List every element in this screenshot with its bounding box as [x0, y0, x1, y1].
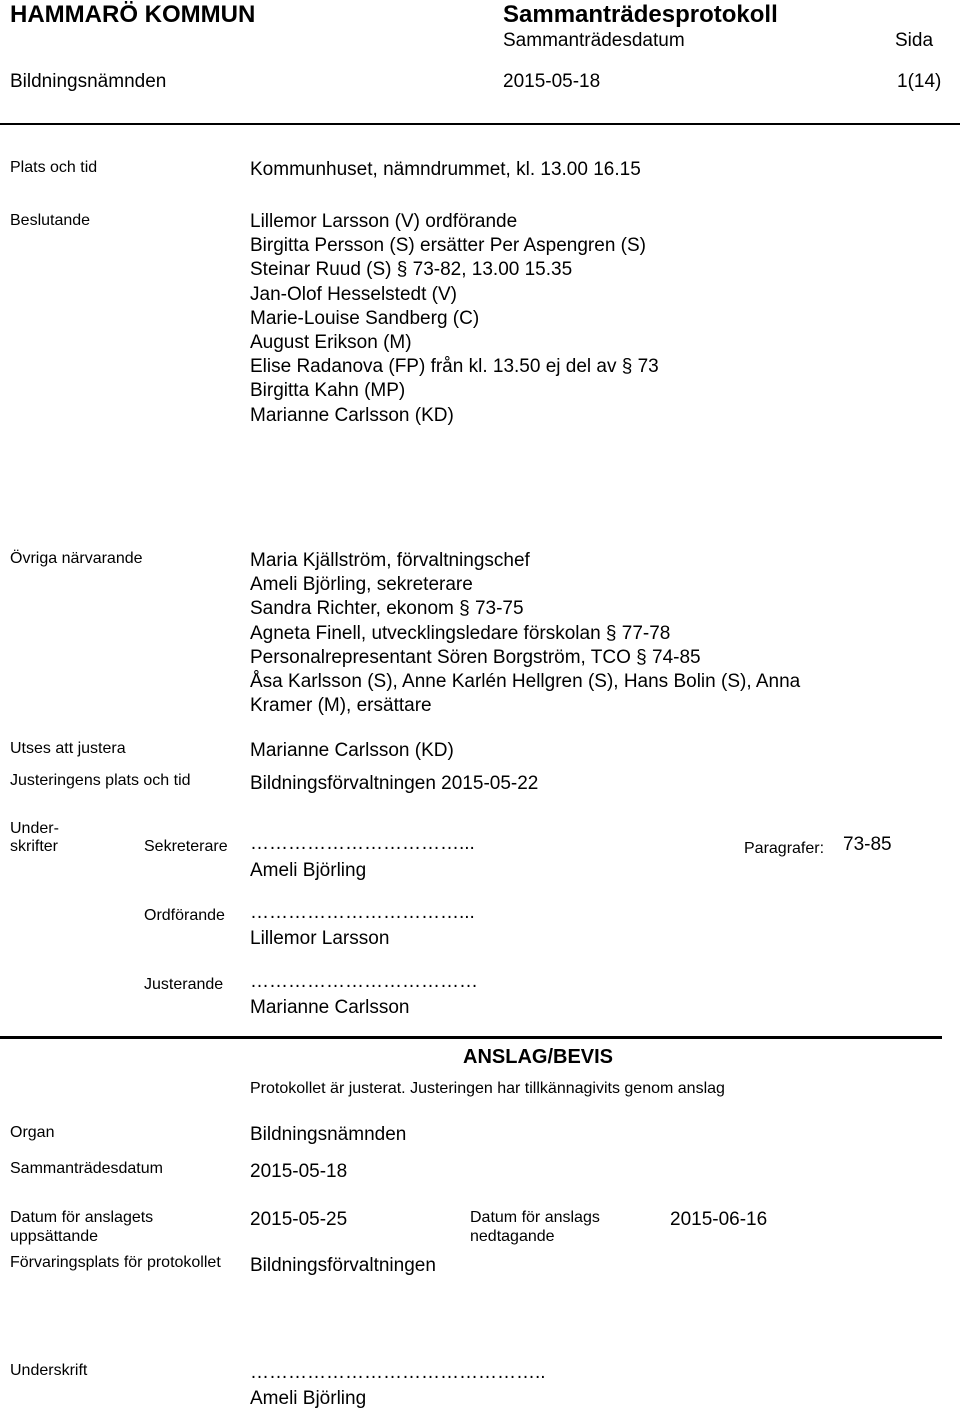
attendee: Kramer (M), ersättare — [250, 695, 432, 717]
signature-name: Ameli Björling — [250, 1388, 367, 1409]
notice-statement: Protokollet är justerat. Justeringen har tillkännagivits genom anslag — [250, 1080, 725, 1097]
header-divider — [0, 123, 960, 125]
header-committee: Bildningsnämnden — [10, 71, 167, 92]
decision-maker: Lillemor Larsson (V) ordförande — [250, 211, 518, 232]
decision-maker: August Erikson (M) — [250, 332, 412, 354]
paragraphs-label: Paragrafer: — [744, 840, 825, 857]
secretary-name: Ameli Björling — [250, 860, 367, 881]
others-present-label: Övriga närvarande — [10, 550, 143, 567]
secretary-signature-line: ……………………………... — [250, 833, 475, 854]
header-date-label: Sammanträdesdatum — [503, 30, 685, 51]
signature-line: ……………………………………….. — [250, 1362, 546, 1383]
decision-maker: Birgitta Persson (S) ersätter Per Aspengren (S) — [250, 235, 646, 257]
adjuster-signature-line: ……………………………… — [250, 971, 478, 992]
storage-label: Förvaringsplats för protokollet — [10, 1254, 221, 1271]
adjuster-name: Marianne Carlsson — [250, 997, 410, 1018]
paragraphs-value: 73-85 — [843, 834, 892, 855]
attendee: Sandra Richter, ekonom § 73-75 — [250, 598, 524, 620]
adjust-place-value: Bildningsförvaltningen 2015-05-22 — [250, 773, 539, 794]
chair-signature-line: ……………………………... — [250, 902, 475, 923]
decision-maker: Elise Radanova (FP) från kl. 13.50 ej del av § 73 — [250, 356, 659, 378]
attendee: Maria Kjällström, förvaltningschef — [250, 550, 530, 571]
decision-makers-list — [250, 210, 659, 428]
posted-date-label-line1: Datum för anslagets — [10, 1209, 154, 1226]
posted-date-label-line2: uppsättande — [10, 1228, 99, 1245]
meeting-date-value: 2015-05-18 — [250, 1161, 348, 1182]
decision-maker: Jan-Olof Hesselstedt (V) — [250, 283, 457, 305]
removed-date-label-line2: nedtagande — [470, 1228, 555, 1245]
place-time-value: Kommunhuset, nämndrummet, kl. 13.00 16.15 — [250, 159, 641, 180]
notice-divider — [0, 1036, 942, 1039]
notice-title: ANSLAG/BEVIS — [463, 1046, 614, 1068]
posted-date-value: 2015-05-25 — [250, 1209, 348, 1230]
attendee: Personalrepresentant Sören Borgström, TCO § 74-85 — [250, 646, 701, 668]
others-present-list — [250, 549, 800, 718]
adjuster-role: Justerande — [144, 976, 224, 993]
attendee: Agneta Finell, utvecklingsledare förskolan § 77-78 — [250, 622, 671, 644]
header-date: 2015-05-18 — [503, 71, 601, 92]
meeting-date-label: Sammanträdesdatum — [10, 1160, 163, 1177]
storage-value: Bildningsförvaltningen — [250, 1255, 436, 1276]
document-title: Sammanträdesprotokoll — [503, 1, 778, 28]
adjuster-value: Marianne Carlsson (KD) — [250, 740, 454, 761]
municipality-name: HAMMARÖ KOMMUN — [10, 1, 256, 28]
removed-date-value: 2015-06-16 — [670, 1209, 768, 1230]
decision-maker: Steinar Ruud (S) § 73-82, 13.00 15.35 — [250, 259, 573, 281]
decision-maker: Marie-Louise Sandberg (C) — [250, 307, 480, 329]
signature-label: Underskrift — [10, 1362, 88, 1379]
organ-value: Bildningsnämnden — [250, 1124, 407, 1145]
attendee: Åsa Karlsson (S), Anne Karlén Hellgren (S), Hans Bolin (S), Anna — [250, 671, 801, 693]
adjuster-label: Utses att justera — [10, 740, 126, 757]
removed-date-label-line1: Datum för anslags — [470, 1209, 600, 1226]
chair-role: Ordförande — [144, 907, 225, 924]
secretary-role: Sekreterare — [144, 838, 228, 855]
decision-maker: Birgitta Kahn (MP) — [250, 380, 406, 402]
decision-makers-label: Beslutande — [10, 212, 91, 229]
adjust-place-label: Justeringens plats och tid — [10, 772, 191, 789]
chair-name: Lillemor Larsson — [250, 928, 390, 949]
organ-label: Organ — [10, 1124, 55, 1141]
attendee: Ameli Björling, sekreterare — [250, 574, 473, 596]
signatures-label-line2: skrifter — [10, 838, 58, 855]
decision-maker: Marianne Carlsson (KD) — [250, 404, 454, 426]
header-page-label: Sida — [895, 30, 934, 51]
header-page-number: 1(14) — [897, 71, 942, 92]
signatures-label-line1: Under- — [10, 820, 59, 837]
place-time-label: Plats och tid — [10, 159, 98, 176]
